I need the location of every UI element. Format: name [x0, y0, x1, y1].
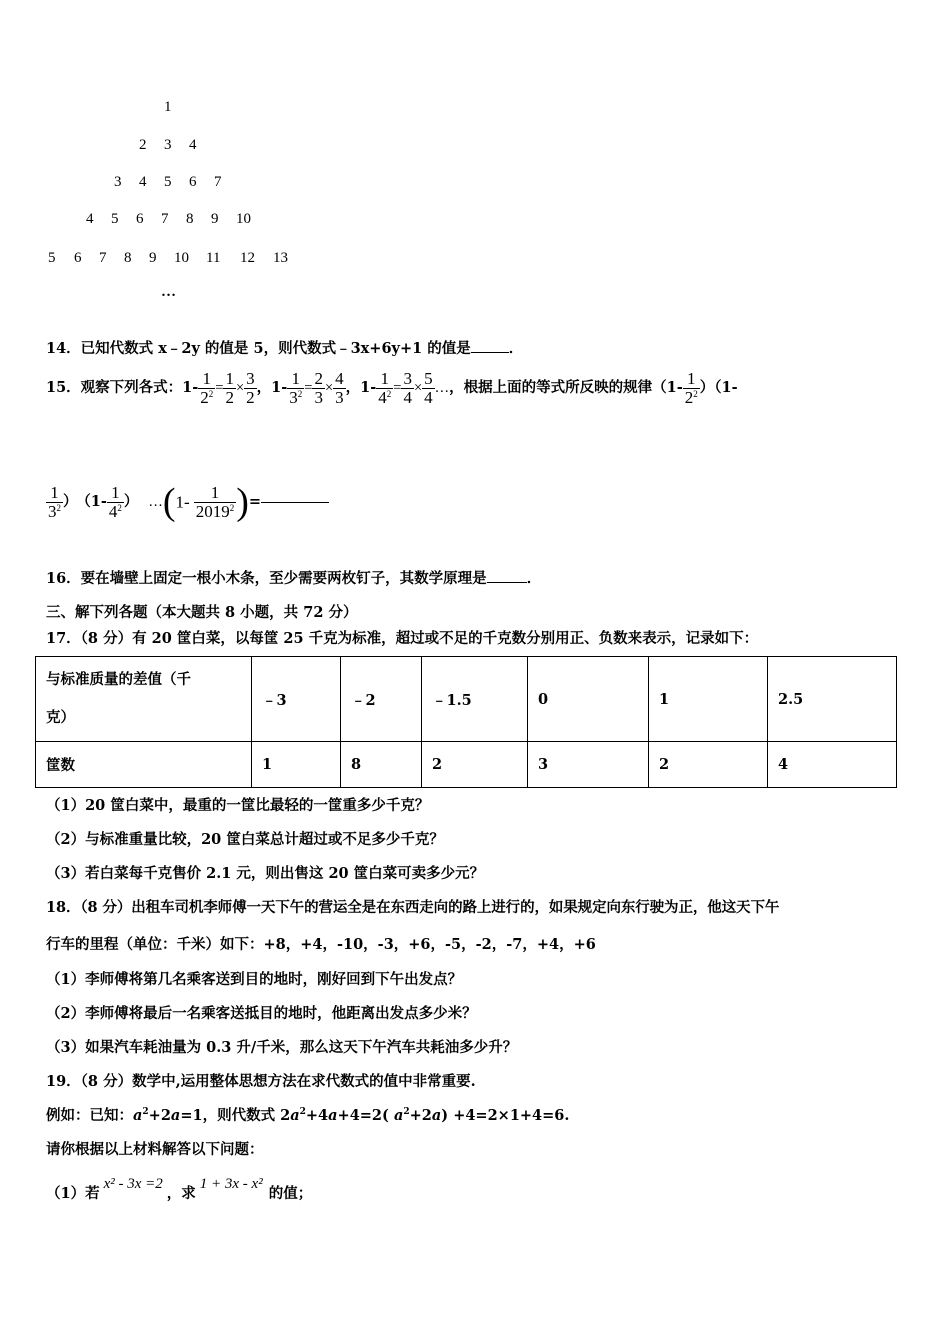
triangle-number: 6: [189, 174, 197, 190]
section-3-heading: 三、解下列各题（本大题共 8 小题，共 72 分）: [46, 604, 358, 621]
triangle-number: 11: [206, 250, 221, 266]
question-18-sub-3: （3）如果汽车耗油量为 0.3 升/千米，那么这天下午汽车共耗油多少升？: [46, 1039, 518, 1056]
fraction: $\frac{1}{2019^2}$: [195, 482, 235, 521]
triangle-number: 13: [273, 250, 288, 266]
triangle-number: 7: [161, 211, 169, 227]
question-16: [46, 567, 541, 588]
triangle-number: 5: [164, 174, 172, 190]
fraction: $\frac{1}{2}$: [225, 369, 234, 407]
paren: ）: [63, 492, 78, 510]
comma: ，: [256, 379, 272, 397]
question-17-sub-3: （3）若白菜每千克售价 2.1 元，则出售这 20 筐白菜可卖多少元？: [46, 865, 485, 882]
triangle-number: 5: [48, 250, 56, 266]
var-a: a: [133, 1107, 143, 1124]
question-16-text: 16．要在墙壁上固定一根小木条，至少需要两枚钉子，其数学原理是: [46, 570, 487, 587]
question-18-sub-1: （1）李师傅将第几名乘客送到目的地时，刚好回到下午出发点？: [46, 971, 463, 988]
triangle-number: 9: [211, 211, 219, 227]
triangle-row-3: [114, 174, 239, 191]
fraction: $\frac{1}{3^2}$: [289, 369, 303, 407]
table-cell: 0: [528, 657, 649, 742]
triangle-number: 3: [114, 174, 122, 190]
equals-sign: =: [248, 492, 261, 510]
table-row: [36, 657, 897, 742]
triangle-ellipsis: …: [161, 284, 176, 300]
fraction: $\frac{1}{3^2}$: [48, 482, 61, 521]
table-cell: ﹣1.5: [422, 657, 528, 742]
question-19-prompt: 请你根据以上材料解答以下问题：: [46, 1141, 264, 1158]
triangle-number: 4: [139, 174, 147, 190]
ellipsis: …: [434, 380, 450, 397]
triangle-number: 2: [139, 137, 147, 153]
answer-blank: [487, 582, 527, 583]
triangle-number: 6: [74, 250, 82, 266]
table-cell: ﹣2: [341, 657, 422, 742]
table-cell: 2.5: [768, 657, 897, 742]
times-sign: ×: [324, 380, 334, 397]
weight-diff-table: [35, 656, 897, 788]
triangle-number: 1: [164, 99, 172, 115]
table-row: [36, 742, 897, 788]
equals-sign: =: [215, 380, 224, 397]
table-header-cell: 筐数: [36, 742, 252, 788]
triangle-number: 8: [186, 211, 194, 227]
question-15-lead: 15．观察下列各式：1-: [46, 379, 199, 397]
question-18-sub-2: （2）李师傅将最后一名乘客送抵目的地时，他距离出发点多少米？: [46, 1005, 477, 1022]
big-paren: ): [236, 481, 249, 523]
fraction: $\frac{1}{2^2}$: [200, 369, 214, 407]
table-cell: 4: [768, 742, 897, 788]
sub-end: 的值；: [268, 1185, 313, 1202]
triangle-number: 12: [240, 250, 255, 266]
question-15-continued: [46, 483, 329, 521]
paren: ）: [123, 492, 139, 510]
question-19-sub-1: [46, 1176, 312, 1203]
paren: （1-: [83, 492, 107, 510]
triangle-number: 10: [236, 211, 251, 227]
triangle-number: 5: [111, 211, 119, 227]
comma: ，: [345, 379, 361, 397]
fraction: $\frac{5}{4}$: [424, 369, 433, 407]
table-cell: 3: [528, 742, 649, 788]
question-14: [46, 337, 523, 358]
table-cell: 8: [341, 742, 422, 788]
question-14-end: ．: [508, 340, 524, 357]
example-lead: 例如：已知：: [46, 1107, 133, 1124]
triangle-number: 4: [189, 137, 197, 153]
table-header-line: 与标准质量的差值（千: [46, 671, 191, 688]
times-sign: ×: [413, 380, 423, 397]
triangle-number: 7: [214, 174, 222, 190]
triangle-row-1: [164, 99, 172, 116]
triangle-row-4: [86, 211, 261, 228]
answer-blank: [261, 502, 329, 503]
triangle-number: 9: [149, 250, 157, 266]
fraction: $\frac{2}{3}$: [314, 369, 323, 407]
question-18-line-2: 行车的里程（单位：千米）如下：+8，+4，-10，-3，+6，-5，-2，-7，+4，+6: [46, 936, 596, 953]
table-cell: ﹣3: [252, 657, 341, 742]
question-18: 18．（8 分）出租车司机李师傅一天下午的营运全是在东西走向的路上进行的，如果规定向东行驶为正，他这天下午: [46, 899, 780, 916]
triangle-number: 6: [136, 211, 144, 227]
question-17-sub-1: （1）20 筐白菜中，最重的一筐比最轻的一筐重多少千克？: [46, 797, 430, 814]
fraction: $\frac{1}{2^2}$: [684, 369, 698, 407]
table-cell: 1: [649, 657, 768, 742]
one-minus: 1-: [271, 379, 288, 397]
sub-mid: ，求: [166, 1185, 196, 1202]
fraction: $\frac{3}{4}$: [403, 369, 412, 407]
ellipsis: …: [148, 493, 163, 510]
fraction: $\frac{1}{4^2}$: [378, 369, 392, 407]
triangle-number: 10: [174, 250, 189, 266]
triangle-number: 4: [86, 211, 94, 227]
table-header-cell: [36, 657, 252, 742]
fraction: $\frac{3}{2}$: [246, 369, 255, 407]
triangle-row-2: [139, 137, 214, 154]
fraction: $\frac{4}{3}$: [335, 369, 344, 407]
table-header-line: 克）: [46, 709, 75, 726]
question-17: 17．（8 分）有 20 筐白菜，以每筐 25 千克为标准，超过或不足的千克数分别用正、负数来表示，记录如下：: [46, 630, 759, 647]
fraction: $\frac{1}{4^2}$: [108, 482, 122, 521]
question-15-rule: ，根据上面的等式所反映的规律（1-: [449, 379, 683, 397]
target-expr: 1 + 3x - x²: [199, 1176, 263, 1192]
question-19-example: 例如：已知：$a^2+2a=1$，则代数式 $2a^2+4a+4=2$( $a^2+2a) +4=2\times 1+4=6$.: [46, 1107, 570, 1124]
table-cell: 1: [252, 742, 341, 788]
triangle-number: 7: [99, 250, 107, 266]
paren: ）（1-: [699, 379, 738, 397]
question-17-sub-2: （2）与标准重量比较，20 筐白菜总计超过或不足多少千克？: [46, 831, 444, 848]
times-sign: ×: [235, 380, 245, 397]
question-15: [46, 370, 738, 407]
big-paren: (: [162, 481, 176, 523]
condition-expr: x² - 3x =2: [103, 1176, 163, 1192]
one-minus: 1-: [360, 379, 377, 397]
question-16-end: ．: [526, 570, 542, 587]
triangle-number: 3: [164, 137, 172, 153]
equals-sign: =: [393, 380, 402, 397]
equals-sign: =: [304, 380, 313, 397]
sub-lead: （1）若: [46, 1185, 100, 1202]
table-cell: 2: [649, 742, 768, 788]
table-cell: 2: [422, 742, 528, 788]
triangle-number: 8: [124, 250, 132, 266]
answer-blank: [471, 352, 509, 353]
question-14-text: 14．已知代数式 x﹣2y 的值是 5，则代数式﹣3x+6y+1 的值是: [46, 340, 471, 357]
one-minus: 1-: [175, 492, 190, 512]
triangle-row-5: [48, 250, 303, 267]
question-19: 19．（8 分）数学中,运用整体思想方法在求代数式的值中非常重要.: [46, 1073, 476, 1090]
